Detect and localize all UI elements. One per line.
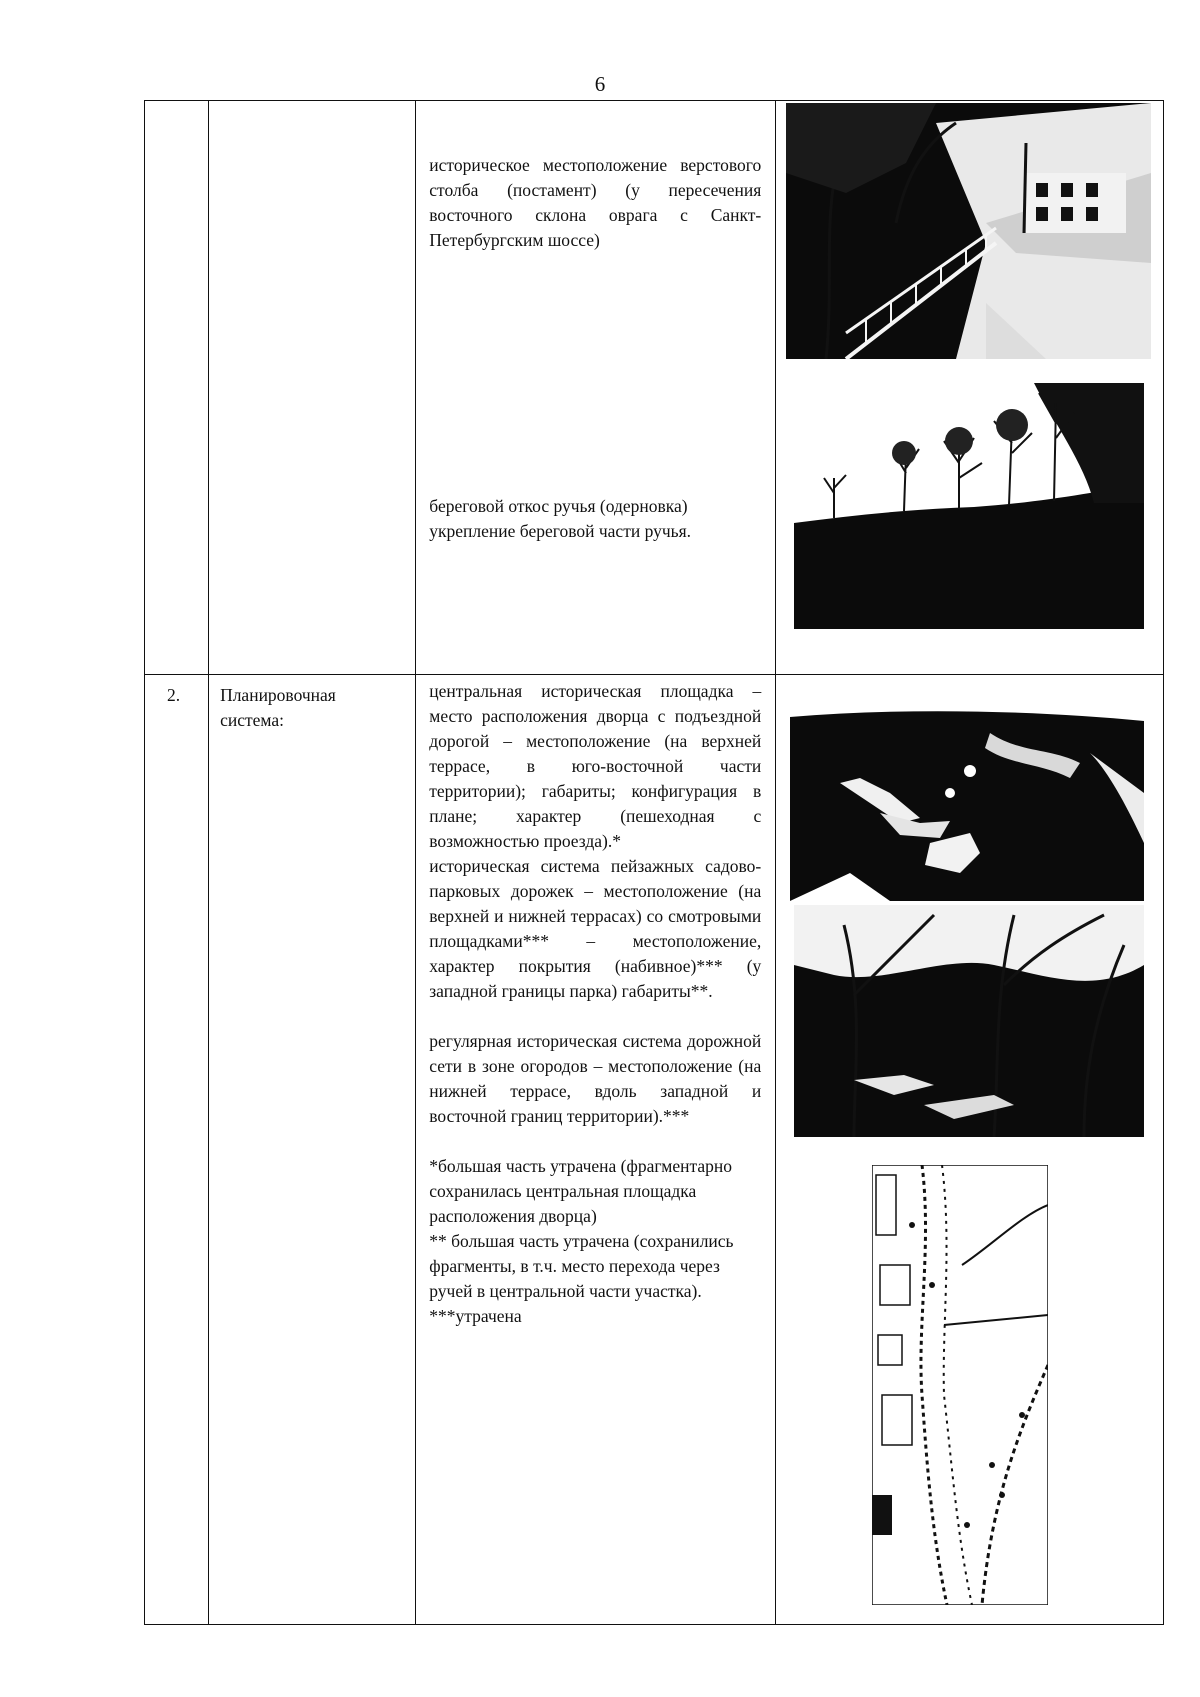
- photo-stream-bank: [794, 383, 1144, 629]
- photo-road-railing: [786, 103, 1151, 359]
- table-row: [145, 675, 1164, 1625]
- row-name: [209, 101, 415, 109]
- photo-park-paths: [794, 905, 1144, 1137]
- row-number: 2.: [167, 685, 181, 705]
- description-paragraph: центральная историческая площадка – место расположения дворца с подъездной дорогой – местоположение (на верхней террасе, в юго-восточной части территории); габариты; конфигурация в плане; характер (пешеходная с возможностью проезда).*: [429, 681, 762, 851]
- photo-site-plan: [872, 1165, 1048, 1605]
- row-number-cell: [145, 675, 209, 1625]
- row-name-line: Планировочная: [220, 685, 336, 705]
- description-line: укрепление береговой части ручья.: [429, 521, 692, 541]
- page-number: 6: [594, 72, 606, 96]
- footnote: ** большая часть утрачена (сохранились фрагменты, в т.ч. место перехода через ручей в центральной части участка).: [429, 1231, 734, 1301]
- description-paragraph: историческое местоположение верстового столба (постамент) (у пересечения восточного склона оврага с Санкт-Петербургским шоссе): [429, 155, 762, 250]
- description-paragraph: регулярная историческая система дорожной сети в зоне огородов – местоположение (на нижней террасе, вдоль западной и восточной границ территории).***: [429, 1031, 762, 1126]
- footnote: ***утрачена: [429, 1306, 522, 1326]
- row-name-cell: [209, 101, 416, 675]
- description-line: береговой откос ручья (одерновка): [429, 496, 688, 516]
- row-number-cell: [145, 101, 209, 675]
- photo-aerial-site: [790, 693, 1144, 901]
- row-name-cell: [209, 675, 416, 1625]
- footnote: *большая часть утрачена (фрагментарно сохранилась центральная площадка расположения дворца): [429, 1156, 732, 1226]
- description-paragraph: историческая система пейзажных садово-парковых дорожек – местоположение (на верхней и нижней террасах) со смотровыми площадками*** – местоположение, характер покрытия (набивное)*** (у западной границы парка) габариты**.: [429, 856, 762, 1001]
- row-description-cell: [416, 675, 775, 1625]
- row-description-cell: [416, 101, 775, 675]
- description-paragraph: [429, 494, 761, 544]
- row-number: [145, 101, 208, 109]
- description-body: [429, 679, 761, 1329]
- row-name-line: система:: [220, 710, 284, 730]
- monument-table: [144, 100, 1164, 1625]
- row-photo-cell: [775, 101, 1163, 675]
- row-name: [209, 675, 415, 733]
- row-photo-cell: [775, 675, 1163, 1625]
- table-row: [145, 101, 1164, 675]
